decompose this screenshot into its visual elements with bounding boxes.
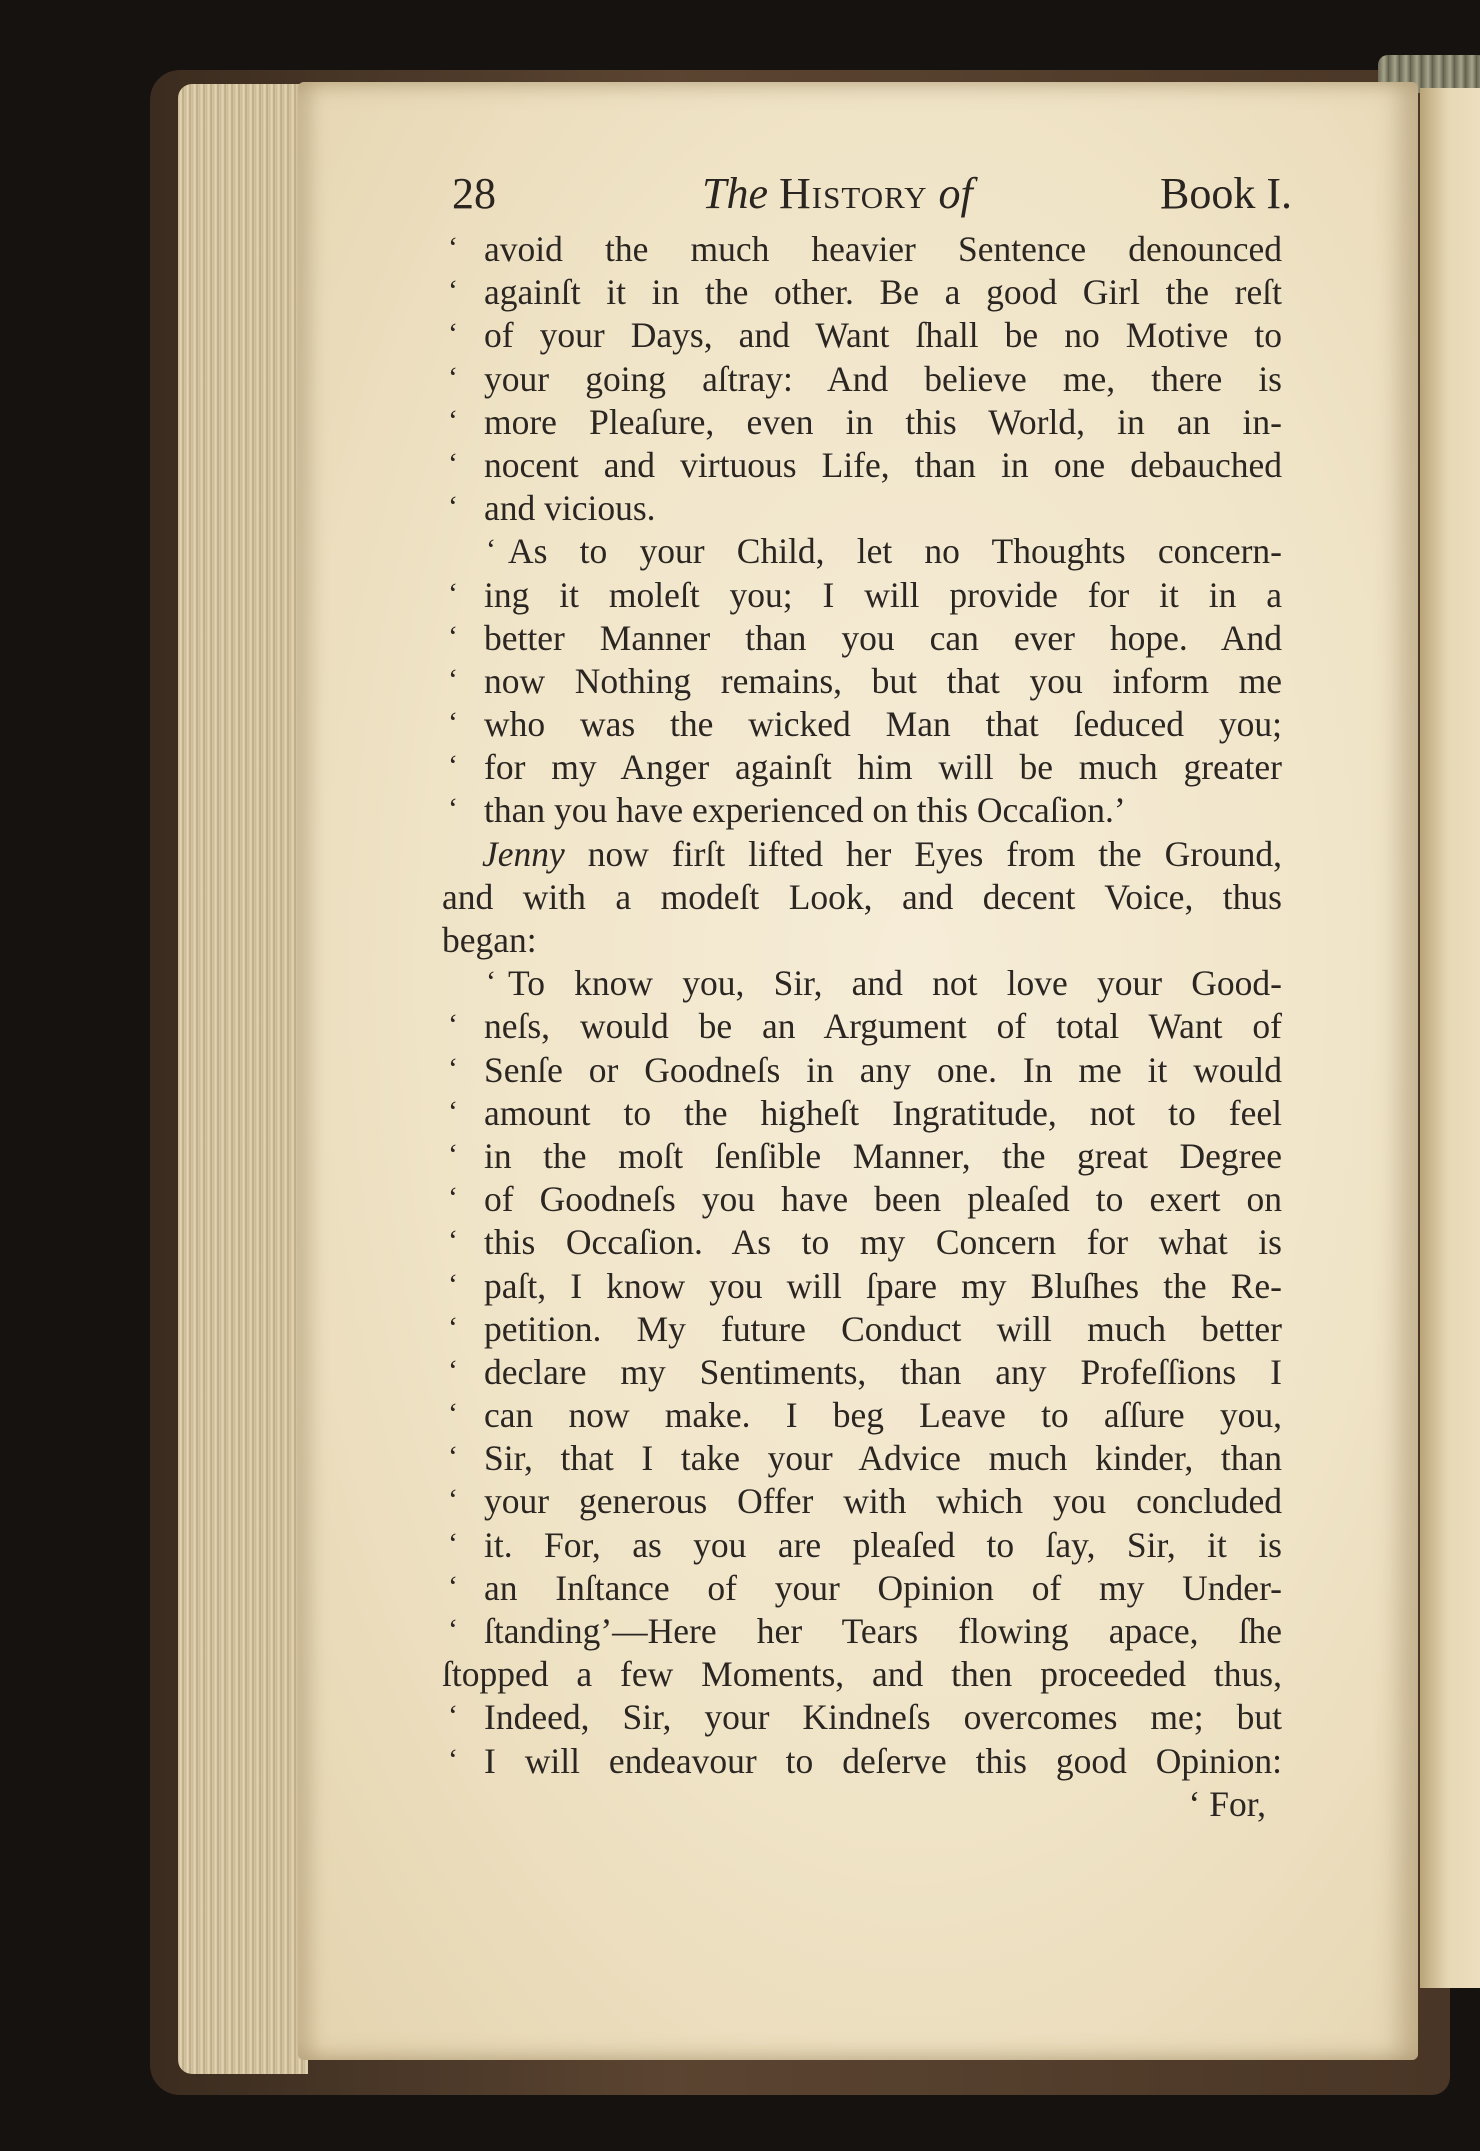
text-line: ‘ can now make. I beg Leave to aſſure you,: [442, 1394, 1282, 1437]
text-line: ‘ To know you, Sir, and not love your Good-: [442, 962, 1282, 1005]
text-line: ‘ Senſe or Goodneſs in any one. In me it would: [442, 1049, 1282, 1092]
text-line: ‘ ſtanding’—Here her Tears flowing apace, ſhe: [442, 1610, 1282, 1653]
text-line: ‘ and vicious.: [442, 487, 1282, 530]
text-line: began:: [442, 920, 537, 960]
running-header: [452, 168, 1292, 228]
text-line: ‘ neſs, would be an Argument of total Want of: [442, 1005, 1282, 1048]
page-edges: [178, 84, 308, 2074]
catchword: ‘ For,: [1188, 1783, 1266, 1824]
page-body: [442, 228, 1282, 1826]
text-line: and with a modeſt Look, and decent Voice, thus: [442, 876, 1282, 917]
running-title-of: of: [938, 169, 973, 218]
text-line: ‘ Sir, that I take your Advice much kinder, than: [442, 1437, 1282, 1480]
text-line: ‘ avoid the much heavier Sentence denounced: [442, 228, 1282, 271]
text-line: ‘ declare my Sentiments, than any Profeſſions I: [442, 1351, 1282, 1394]
text-line: ‘ your generous Offer with which you concluded: [442, 1480, 1282, 1523]
text-line: ‘ now Nothing remains, but that you inform me: [442, 660, 1282, 703]
text-line: ‘ I will endeavour to deſerve this good Opinion:: [442, 1740, 1282, 1783]
text-line: ‘ than you have experienced on this Occaſion.’: [442, 789, 1282, 832]
text-line: ‘ paſt, I know you will ſpare my Bluſhes the Re-: [442, 1265, 1282, 1308]
text-line: ‘ better Manner than you can ever hope. And: [442, 617, 1282, 660]
text-line-rest: now firſt lifted her Eyes from the Ground,: [587, 833, 1282, 874]
text-line: ‘ amount to the higheſt Ingratitude, not to feel: [442, 1092, 1282, 1135]
character-name-jenny: Jenny: [482, 833, 565, 874]
book-label: Book I.: [1160, 169, 1292, 218]
text-line: ‘ it. For, as you are pleaſed to ſay, Sir, it is: [442, 1524, 1282, 1567]
text-line: ‘ this Occaſion. As to my Concern for what is: [442, 1221, 1282, 1264]
page-number: 28: [452, 169, 496, 218]
text-line: ‘ in the moſt ſenſible Manner, the great Degree: [442, 1135, 1282, 1178]
running-title: [702, 168, 973, 219]
text-line: ‘ As to your Child, let no Thoughts concern-: [442, 530, 1282, 573]
text-line: ‘ your going aſtray: And believe me, there is: [442, 358, 1282, 401]
text-line: ‘ ing it moleſt you; I will provide for it in a: [442, 574, 1282, 617]
catchword-text: For,: [1209, 1783, 1266, 1824]
text-line: ‘ for my Anger againſt him will be much greater: [442, 746, 1282, 789]
text-line: ‘ who was the wicked Man that ſeduced you;: [442, 703, 1282, 746]
text-line: ‘ Indeed, Sir, your Kindneſs overcomes me; but: [442, 1696, 1282, 1739]
text-line: ‘ of your Days, and Want ſhall be no Motive to: [442, 314, 1282, 357]
facing-page-edge: [1420, 88, 1480, 1988]
text-line: ‘ nocent and virtuous Life, than in one debauched: [442, 444, 1282, 487]
text-line: ‘ againſt it in the other. Be a good Girl the reſt: [442, 271, 1282, 314]
text-line: ‘ petition. My future Conduct will much better: [442, 1308, 1282, 1351]
text-line: ‘ an Inſtance of your Opinion of my Under-: [442, 1567, 1282, 1610]
running-title-the: The: [702, 169, 768, 218]
text-line-jenny: [442, 833, 1282, 876]
text-line: ſtopped a few Moments, and then proceeded thus,: [442, 1654, 1282, 1695]
running-title-history: History: [779, 169, 928, 218]
text-line: ‘ of Goodneſs you have been pleaſed to exert on: [442, 1178, 1282, 1221]
text-line: ‘ more Pleaſure, even in this World, in an in-: [442, 401, 1282, 444]
